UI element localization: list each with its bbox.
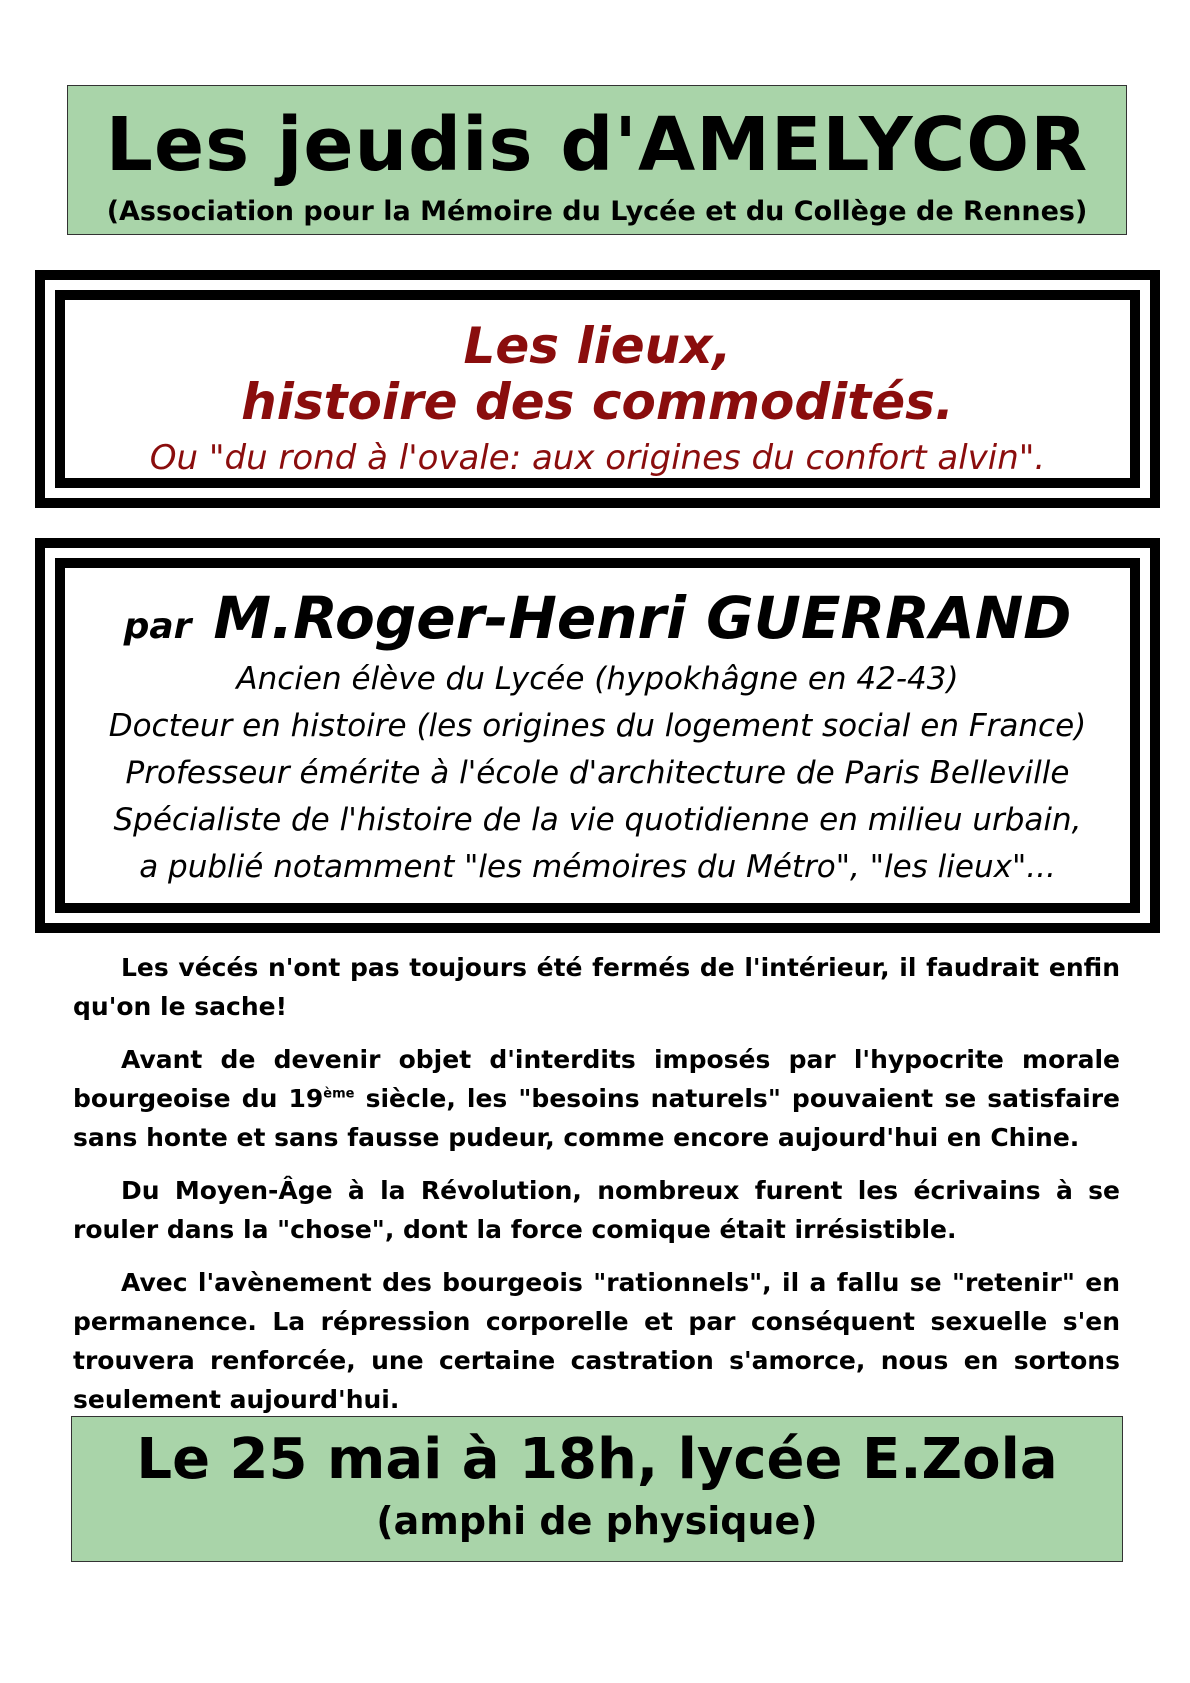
speaker-bio-line: Ancien élève du Lycée (hypokhâgne en 42-43): [236, 661, 959, 697]
description-paragraph: Avec l'avènement des bourgeois "rationnels", il a fallu se "retenir" en permanence. La répression corporelle et par conséquent sexuelle s'en trouvera renforcée, une certaine castration s'amorce, nous en sortons seulement aujourd'hui.: [73, 1268, 1120, 1414]
event-banner: [71, 1416, 1123, 1562]
topic-title-line2: histoire des commodités.: [241, 373, 954, 431]
speaker-bio-line: Spécialiste de l'histoire de la vie quotidienne en milieu urbain,: [113, 802, 1082, 838]
event-date: Le 25 mai à 18h, lycée E.Zola: [136, 1427, 1058, 1492]
topic-frame-inner: [55, 290, 1140, 488]
speaker-frame: [35, 538, 1160, 933]
description-paragraph: Du Moyen-Âge à la Révolution, nombreux furent les écrivains à se rouler dans la "chose", dont la force comique était irrésistible.: [73, 1176, 1120, 1244]
speaker-bio-line: Professeur émérite à l'école d'architecture de Paris Belleville: [125, 755, 1070, 791]
topic-frame: [35, 270, 1160, 508]
header-subtitle: (Association pour la Mémoire du Lycée et du Collège de Rennes): [106, 196, 1088, 227]
header-title: Les jeudis d'AMELYCOR: [105, 102, 1089, 188]
topic-subtitle: Ou "du rond à l'ovale: aux origines du confort alvin".: [149, 438, 1046, 478]
description-paragraph: [73, 1040, 1120, 1157]
speaker-bio-line: Docteur en histoire (les origines du logement social en France): [108, 708, 1087, 744]
paragraph-text: Avant de devenir objet d'interdits imposés par l'hypocrite morale bourgeoise du 19: [73, 1045, 1120, 1113]
description-body: [73, 948, 1120, 1433]
speaker-heading: [65, 584, 1130, 652]
paragraph-text: siècle, les "besoins naturels" pouvaient se satisfaire sans honte et sans fausse pudeur, comme encore aujourd'hui en Chine.: [73, 1084, 1120, 1152]
topic-title-line1: Les lieux,: [463, 317, 732, 375]
speaker-frame-inner: [55, 558, 1140, 913]
speaker-bio-line: a publié notamment "les mémoires du Métro", "les lieux"...: [139, 849, 1056, 885]
event-place: (amphi de physique): [376, 1498, 818, 1543]
description-paragraph: Les vécés n'ont pas toujours été fermés de l'intérieur, il faudrait enfin qu'on le sache!: [73, 953, 1120, 1021]
speaker-name: M.Roger-Henri GUERRAND: [213, 584, 1072, 652]
speaker-prefix: par: [123, 606, 192, 647]
header-banner: [67, 85, 1127, 235]
superscript-text: ème: [323, 1086, 355, 1102]
